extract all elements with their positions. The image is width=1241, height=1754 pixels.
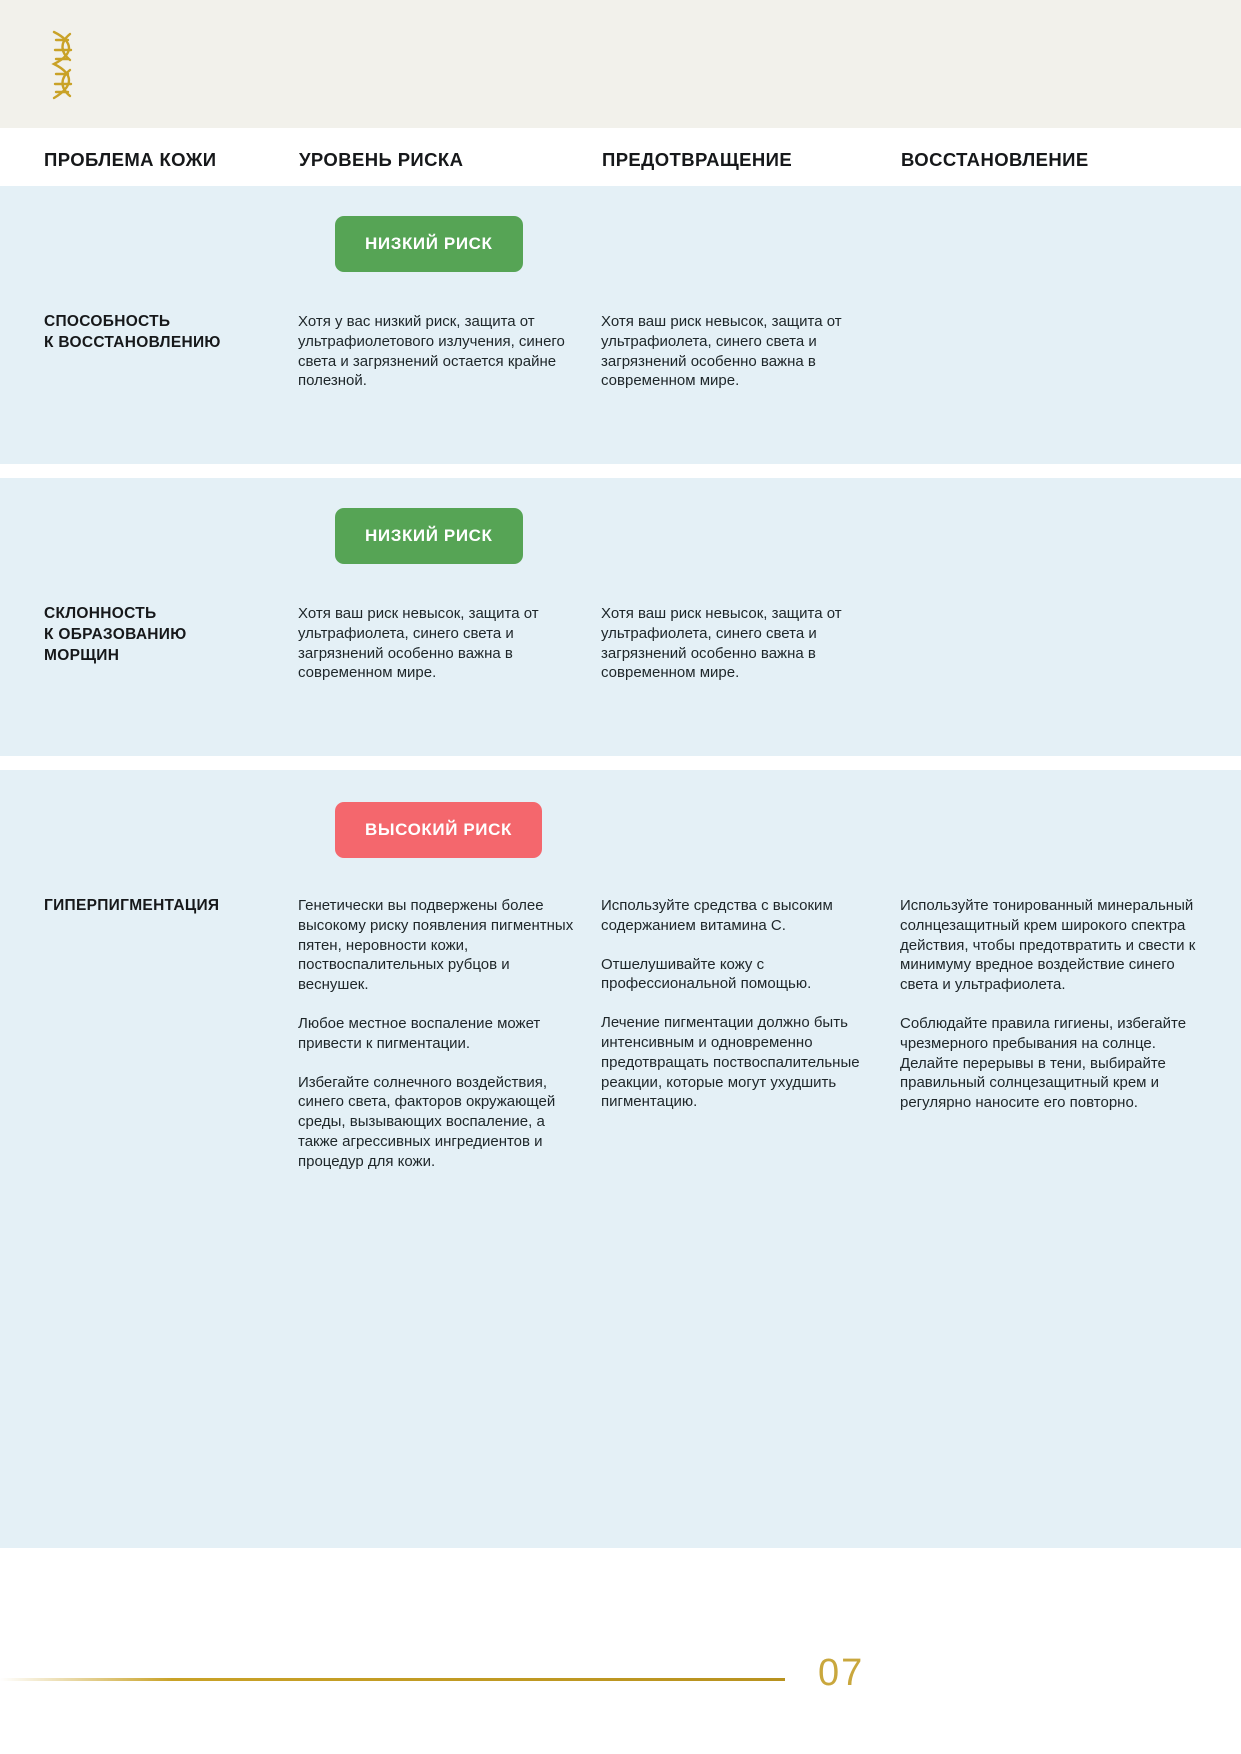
status-badge: НИЗКИЙ РИСК [335,216,523,272]
page-number: 07 [818,1652,865,1694]
recovery-cell [900,896,1241,1548]
row-title-line-2: К ВОССТАНОВЛЕНИЮ [44,333,221,351]
row-title [0,312,298,464]
prevention-paragraph: Хотя ваш риск невысок, защита от ультрафиолета, синего света и загрязнений особенно важна в современном мире. [601,313,842,390]
column-header-recovery: ВОССТАНОВЛЕНИЕ [901,149,1089,170]
risk-description-cell [298,604,601,756]
prevention-paragraph: Используйте средства с высоким содержанием витамина С. [601,897,833,934]
prevention-cell [601,604,900,756]
prevention-paragraph: Лечение пигментации должно быть интенсивным и одновременно предотвращать поствоспалительные реакции, которые могут ухудшить пигментацию. [601,1014,860,1111]
page-footer [0,1640,1241,1754]
prevention-paragraph: Хотя ваш риск невысок, защита от ультрафиолета, синего света и загрязнений особенно важна в современном мире. [601,605,842,682]
risk-badge-wrapper [335,508,523,564]
page-header-band [0,0,1241,128]
risk-description-cell [298,896,601,1548]
footer-divider [0,1678,785,1681]
column-header-skin-problem: ПРОБЛЕМА КОЖИ [44,149,217,170]
row-divider [0,756,1241,770]
risk-paragraph: Генетически вы подвержены более высокому риску появления пигментных пятен, неровности кожи, поствоспалительных рубцов и веснушек. [298,897,574,994]
table-row [0,770,1241,1548]
risk-badge-wrapper [335,216,523,272]
column-header-risk-level: УРОВЕНЬ РИСКА [299,149,464,170]
recovery-cell [900,604,1241,756]
status-badge: НИЗКИЙ РИСК [335,508,523,564]
status-badge: ВЫСОКИЙ РИСК [335,802,542,858]
row-title [0,604,298,756]
row-title-line-1: СПОСОБНОСТЬ [44,313,171,330]
row-title-line-2: К ОБРАЗОВАНИЮ [44,625,187,643]
row-divider [0,464,1241,478]
risk-paragraph: Любое местное воспаление может привести к пигментации. [298,1014,541,1052]
recovery-paragraph: Используйте тонированный минеральный солнцезащитный крем широкого спектра действия, чтобы предотвратить и свести к минимуму вредное воздействие синего света и ультрафиолета. [900,897,1196,994]
prevention-cell [601,312,900,464]
table-header-row [0,128,1241,186]
risk-paragraph: Избегайте солнечного воздействия, синего света, факторов окружающей среды, вызывающих воспаление, а также агрессивных ингредиентов и процедур для кожи. [298,1073,556,1170]
table-row [0,186,1241,464]
risk-paragraph: Хотя у вас низкий риск, защита от ультрафиолетового излучения, синего света и загрязнений остается крайне полезной. [298,313,565,390]
row-title-line-3: МОРЩИН [44,646,120,664]
column-header-prevention: ПРЕДОТВРАЩЕНИЕ [602,149,793,170]
row-title-line-1: СКЛОННОСТЬ [44,605,157,622]
row-title: ГИПЕРПИГМЕНТАЦИЯ [44,897,220,914]
prevention-cell [601,896,900,1548]
risk-description-cell [298,312,601,464]
recovery-paragraph: Соблюдайте правила гигиены, избегайте чрезмерного пребывания на солнце. Делайте перерывы в тени, выбирайте правильный солнцезащитный крем и регулярно наносите его повторно. [900,1014,1187,1112]
risk-paragraph: Хотя ваш риск невысок, защита от ультрафиолета, синего света и загрязнений особенно важна в современном мире. [298,605,539,682]
recovery-cell [900,312,1241,464]
prevention-paragraph: Отшелушивайте кожу с профессиональной помощью. [601,955,812,993]
risk-badge-wrapper [335,802,542,858]
table-row [0,478,1241,756]
dna-helix-logo-icon [40,28,94,104]
